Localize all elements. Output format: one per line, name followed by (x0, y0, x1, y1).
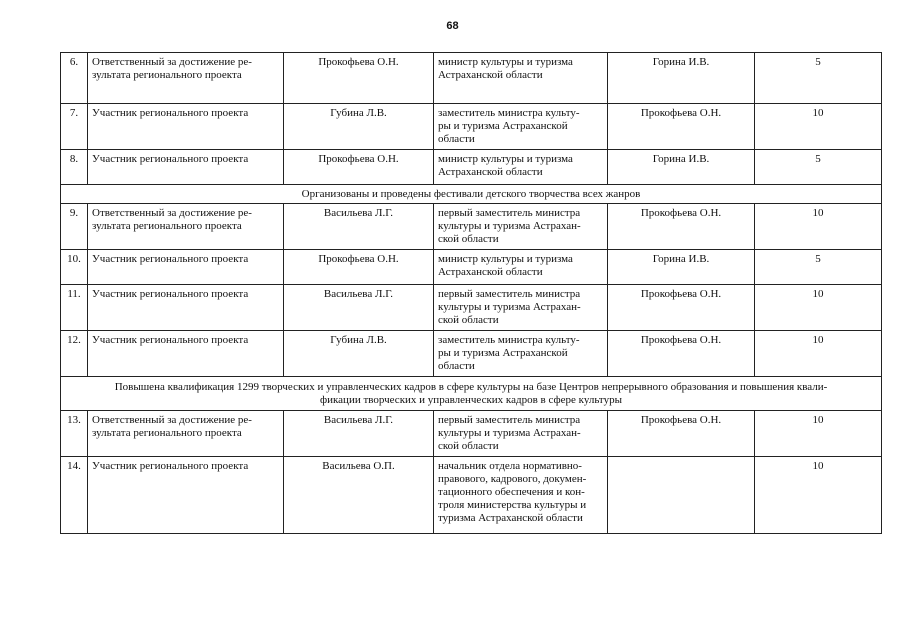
table-body (61, 53, 882, 534)
responsible-person-cell: Губина Л.В. (284, 104, 434, 150)
supervisor-cell: Прокофьева О.Н. (608, 411, 755, 457)
supervisor-cell: Прокофьева О.Н. (608, 285, 755, 331)
position-cell: первый заместитель министра культуры и туризма Астрахан- ской области (434, 285, 608, 331)
position-cell: начальник отдела нормативно- правового, кадрового, докумен- тационного обеспечения и кон- троля министерства культуры и туризма Астраханской области (434, 457, 608, 534)
participation-value-cell: 10 (755, 457, 882, 534)
section-row (61, 377, 882, 411)
position-cell: заместитель министра культу- ры и туризма Астраханской области (434, 331, 608, 377)
row-number: 14. (61, 457, 88, 534)
position-cell: министр культуры и туризма Астраханской области (434, 250, 608, 285)
participation-value-cell: 10 (755, 285, 882, 331)
table-row (61, 104, 882, 150)
row-number: 11. (61, 285, 88, 331)
role-cell: Участник регионального проекта (88, 250, 284, 285)
row-number: 6. (61, 53, 88, 104)
table-row (61, 250, 882, 285)
position-cell: первый заместитель министра культуры и туризма Астрахан- ской области (434, 411, 608, 457)
role-cell: Участник регионального проекта (88, 150, 284, 185)
table-row (61, 53, 882, 104)
participation-value-cell: 5 (755, 150, 882, 185)
row-number: 12. (61, 331, 88, 377)
responsibility-table (60, 52, 882, 534)
supervisor-cell: Прокофьева О.Н. (608, 331, 755, 377)
row-number: 10. (61, 250, 88, 285)
table-row (61, 331, 882, 377)
section-row (61, 185, 882, 204)
responsible-person-cell: Васильева О.П. (284, 457, 434, 534)
position-cell: министр культуры и туризма Астраханской области (434, 53, 608, 104)
supervisor-cell: Горина И.В. (608, 150, 755, 185)
row-number: 9. (61, 204, 88, 250)
section-heading: Повышена квалификация 1299 творческих и управленческих кадров в сфере культуры на базе Центров непрерывного образования и повышения квали- фикации творческих и управленческих кадров в сфере культуры (61, 377, 882, 411)
supervisor-cell: Горина И.В. (608, 53, 755, 104)
participation-value-cell: 10 (755, 411, 882, 457)
participation-value-cell: 5 (755, 250, 882, 285)
table-row (61, 204, 882, 250)
role-cell: Участник регионального проекта (88, 104, 284, 150)
page-number: 68 (446, 20, 459, 32)
role-cell: Участник регионального проекта (88, 331, 284, 377)
row-number: 7. (61, 104, 88, 150)
table-row (61, 285, 882, 331)
responsible-person-cell: Васильева Л.Г. (284, 285, 434, 331)
position-cell: министр культуры и туризма Астраханской области (434, 150, 608, 185)
row-number: 8. (61, 150, 88, 185)
responsible-person-cell: Губина Л.В. (284, 331, 434, 377)
role-cell: Участник регионального проекта (88, 285, 284, 331)
table-row (61, 411, 882, 457)
table-row (61, 457, 882, 534)
participation-value-cell: 10 (755, 331, 882, 377)
section-heading: Организованы и проведены фестивали детского творчества всех жанров (61, 185, 882, 204)
role-cell: Ответственный за достижение ре- зультата регионального проекта (88, 411, 284, 457)
responsible-person-cell: Прокофьева О.Н. (284, 250, 434, 285)
role-cell: Ответственный за достижение ре- зультата регионального проекта (88, 53, 284, 104)
position-cell: первый заместитель министра культуры и туризма Астрахан- ской области (434, 204, 608, 250)
supervisor-cell: Горина И.В. (608, 250, 755, 285)
responsible-person-cell: Прокофьева О.Н. (284, 150, 434, 185)
supervisor-cell (608, 457, 755, 534)
supervisor-cell: Прокофьева О.Н. (608, 204, 755, 250)
responsible-person-cell: Васильева Л.Г. (284, 411, 434, 457)
participation-value-cell: 5 (755, 53, 882, 104)
participation-value-cell: 10 (755, 104, 882, 150)
table-row (61, 150, 882, 185)
supervisor-cell: Прокофьева О.Н. (608, 104, 755, 150)
responsible-person-cell: Прокофьева О.Н. (284, 53, 434, 104)
role-cell: Участник регионального проекта (88, 457, 284, 534)
position-cell: заместитель министра культу- ры и туризма Астраханской области (434, 104, 608, 150)
responsible-person-cell: Васильева Л.Г. (284, 204, 434, 250)
participation-value-cell: 10 (755, 204, 882, 250)
row-number: 13. (61, 411, 88, 457)
role-cell: Ответственный за достижение ре- зультата регионального проекта (88, 204, 284, 250)
